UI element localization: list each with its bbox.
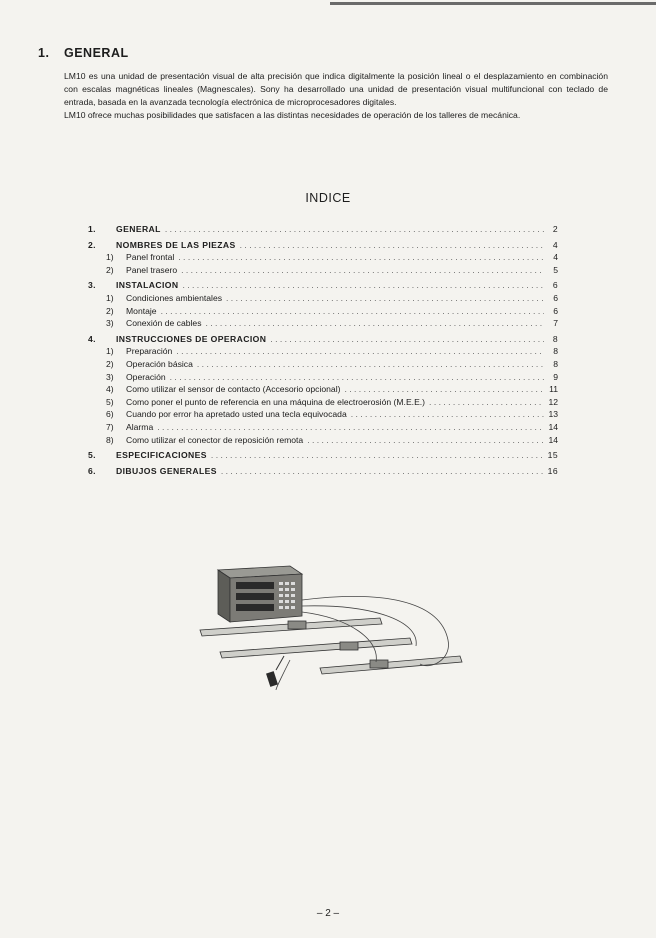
toc-entry-title: INSTRUCCIONES DE OPERACION	[116, 333, 267, 344]
toc-entry-number: 5.	[88, 450, 96, 461]
device-with-scales-illustration	[180, 560, 480, 700]
toc-entry	[88, 421, 558, 434]
toc-entry-title: Montaje	[126, 305, 157, 316]
toc-entry	[88, 345, 558, 358]
toc-entry-page: 2	[552, 224, 558, 234]
toc-leader-dots	[344, 383, 544, 396]
toc-entry-number: 2)	[106, 264, 114, 275]
toc-entry	[88, 449, 558, 462]
toc-entry	[88, 292, 558, 305]
toc-entry-title: Condiciones ambientales	[126, 292, 223, 303]
toc-entry-number: 4)	[106, 384, 114, 395]
toc-entry-page: 6	[553, 305, 558, 316]
toc-entry	[88, 396, 558, 409]
toc-entry-title: Como utilizar el conector de reposición remota	[126, 434, 304, 445]
toc-entry-page: 8	[552, 333, 558, 344]
toc-entry	[88, 371, 558, 384]
toc-leader-dots	[157, 421, 544, 434]
toc-entry-number: 1)	[106, 346, 114, 357]
toc-entry-page: 6	[552, 280, 558, 291]
toc-entry	[88, 317, 558, 330]
toc-entry-number: 6)	[106, 409, 114, 420]
toc-entry	[88, 305, 558, 318]
toc-leader-dots	[181, 264, 544, 277]
toc-entry	[88, 251, 558, 264]
toc-entry	[88, 408, 558, 421]
index-title: INDICE	[305, 191, 351, 205]
toc-leader-dots	[221, 465, 544, 478]
toc-entry-page: 15	[547, 450, 558, 461]
toc-entry-number: 3.	[88, 280, 96, 291]
toc-entry-page: 14	[548, 434, 558, 445]
toc-entry	[88, 333, 558, 346]
toc-leader-dots	[206, 317, 545, 330]
toc-entry	[88, 279, 558, 292]
toc-entry-title: INSTALACION	[116, 280, 179, 291]
toc-entry-number: 8)	[106, 434, 114, 445]
section-title: GENERAL	[64, 46, 129, 60]
toc-entry-title: Panel frontal	[126, 252, 175, 263]
toc-leader-dots	[197, 358, 544, 371]
toc-entry-title: Preparación	[126, 346, 173, 357]
toc-entry-number: 2.	[88, 239, 96, 250]
toc-entry-number: 1.	[88, 224, 96, 234]
toc-entry-title: Como utilizar el sensor de contacto (Accesorio opcional)	[126, 384, 341, 395]
toc-entry-page: 16	[547, 465, 558, 476]
toc-entry-page: 12	[548, 396, 558, 407]
toc-leader-dots	[429, 396, 544, 409]
toc-entry-title: Alarma	[126, 421, 154, 432]
toc-entry-page: 6	[553, 292, 558, 303]
toc-leader-dots	[182, 279, 544, 292]
toc-entry-title: NOMBRES DE LAS PIEZAS	[116, 239, 236, 250]
toc-entry-number: 5)	[106, 396, 114, 407]
toc-leader-dots	[211, 449, 544, 462]
toc-entry-page: 9	[553, 371, 558, 382]
toc-leader-dots	[351, 408, 544, 421]
magnetic-scale-icon	[200, 618, 462, 674]
toc-entry-title: Conexión de cables	[126, 318, 202, 329]
section-number: 1.	[38, 46, 50, 60]
toc-leader-dots	[270, 333, 544, 346]
toc-entry	[88, 434, 558, 447]
toc-entry-number: 1)	[106, 252, 114, 263]
toc-entry-title: ESPECIFICACIONES	[116, 450, 207, 461]
toc-entry-number: 1)	[106, 292, 114, 303]
toc-entry-number: 4.	[88, 333, 96, 344]
toc-entry-number: 3)	[106, 371, 114, 382]
toc-entry-page: 4	[553, 252, 558, 263]
toc-entry-title: Como poner el punto de referencia en una máquina de electroerosión (M.E.E.)	[126, 396, 426, 407]
display-unit-icon	[218, 566, 302, 622]
toc-entry-title: Cuando por error ha apretado usted una tecla equivocada	[126, 409, 347, 420]
toc-entry-page: 4	[552, 239, 558, 250]
toc-entry-number: 7)	[106, 421, 114, 432]
toc-entry-number: 2)	[106, 305, 114, 316]
toc-entry-title: GENERAL	[116, 224, 161, 234]
toc-entry	[88, 383, 558, 396]
toc-entry-page: 8	[553, 358, 558, 369]
top-rule	[330, 2, 656, 5]
table-of-contents	[88, 223, 558, 477]
toc-entry-page: 14	[548, 421, 558, 432]
toc-entry	[88, 239, 558, 252]
toc-entry-number: 6.	[88, 465, 96, 476]
toc-entry-page: 7	[553, 318, 558, 329]
toc-leader-dots	[170, 371, 544, 384]
page-number: – 2 –	[316, 908, 340, 919]
toc-leader-dots	[226, 292, 544, 305]
toc-leader-dots	[178, 251, 544, 264]
intro-text	[64, 70, 608, 122]
toc-entry	[88, 465, 558, 478]
toc-entry-page: 8	[553, 346, 558, 357]
intro-paragraph-1: LM10 es una unidad de presentación visual de alta precisión que indica digitalmente la posición lineal o el desplazamiento en combinación con escalas magnéticas lineales (Magnescales). Sony ha desarrollado una unidad de presentación visual multifuncional con teclado de entrada, basada en la avanzada tecnología electrónica de microprocesadores digitales.	[64, 71, 608, 107]
toc-entry-title: DIBUJOS GENERALES	[116, 465, 217, 476]
toc-leader-dots	[176, 345, 544, 358]
toc-entry-title: Panel trasero	[126, 264, 178, 275]
toc-entry-number: 3)	[106, 318, 114, 329]
intro-paragraph-2: LM10 ofrece muchas posibilidades que satisfacen a las distintas necesidades de operación de los talleres de mecánica.	[64, 110, 521, 120]
toc-leader-dots	[240, 239, 544, 252]
toc-entry-page: 13	[548, 409, 558, 420]
toc-entry	[88, 223, 558, 236]
contact-sensor-icon	[266, 656, 284, 687]
toc-entry	[88, 358, 558, 371]
toc-entry-number: 2)	[106, 358, 114, 369]
toc-entry-title: Operación básica	[126, 358, 193, 369]
toc-entry-page: 5	[553, 264, 558, 275]
section-heading	[38, 46, 129, 60]
toc-leader-dots	[165, 223, 544, 236]
toc-entry	[88, 264, 558, 277]
toc-leader-dots	[161, 305, 544, 318]
toc-entry-page: 11	[549, 384, 558, 395]
toc-leader-dots	[307, 434, 544, 447]
toc-entry-title: Operación	[126, 371, 166, 382]
